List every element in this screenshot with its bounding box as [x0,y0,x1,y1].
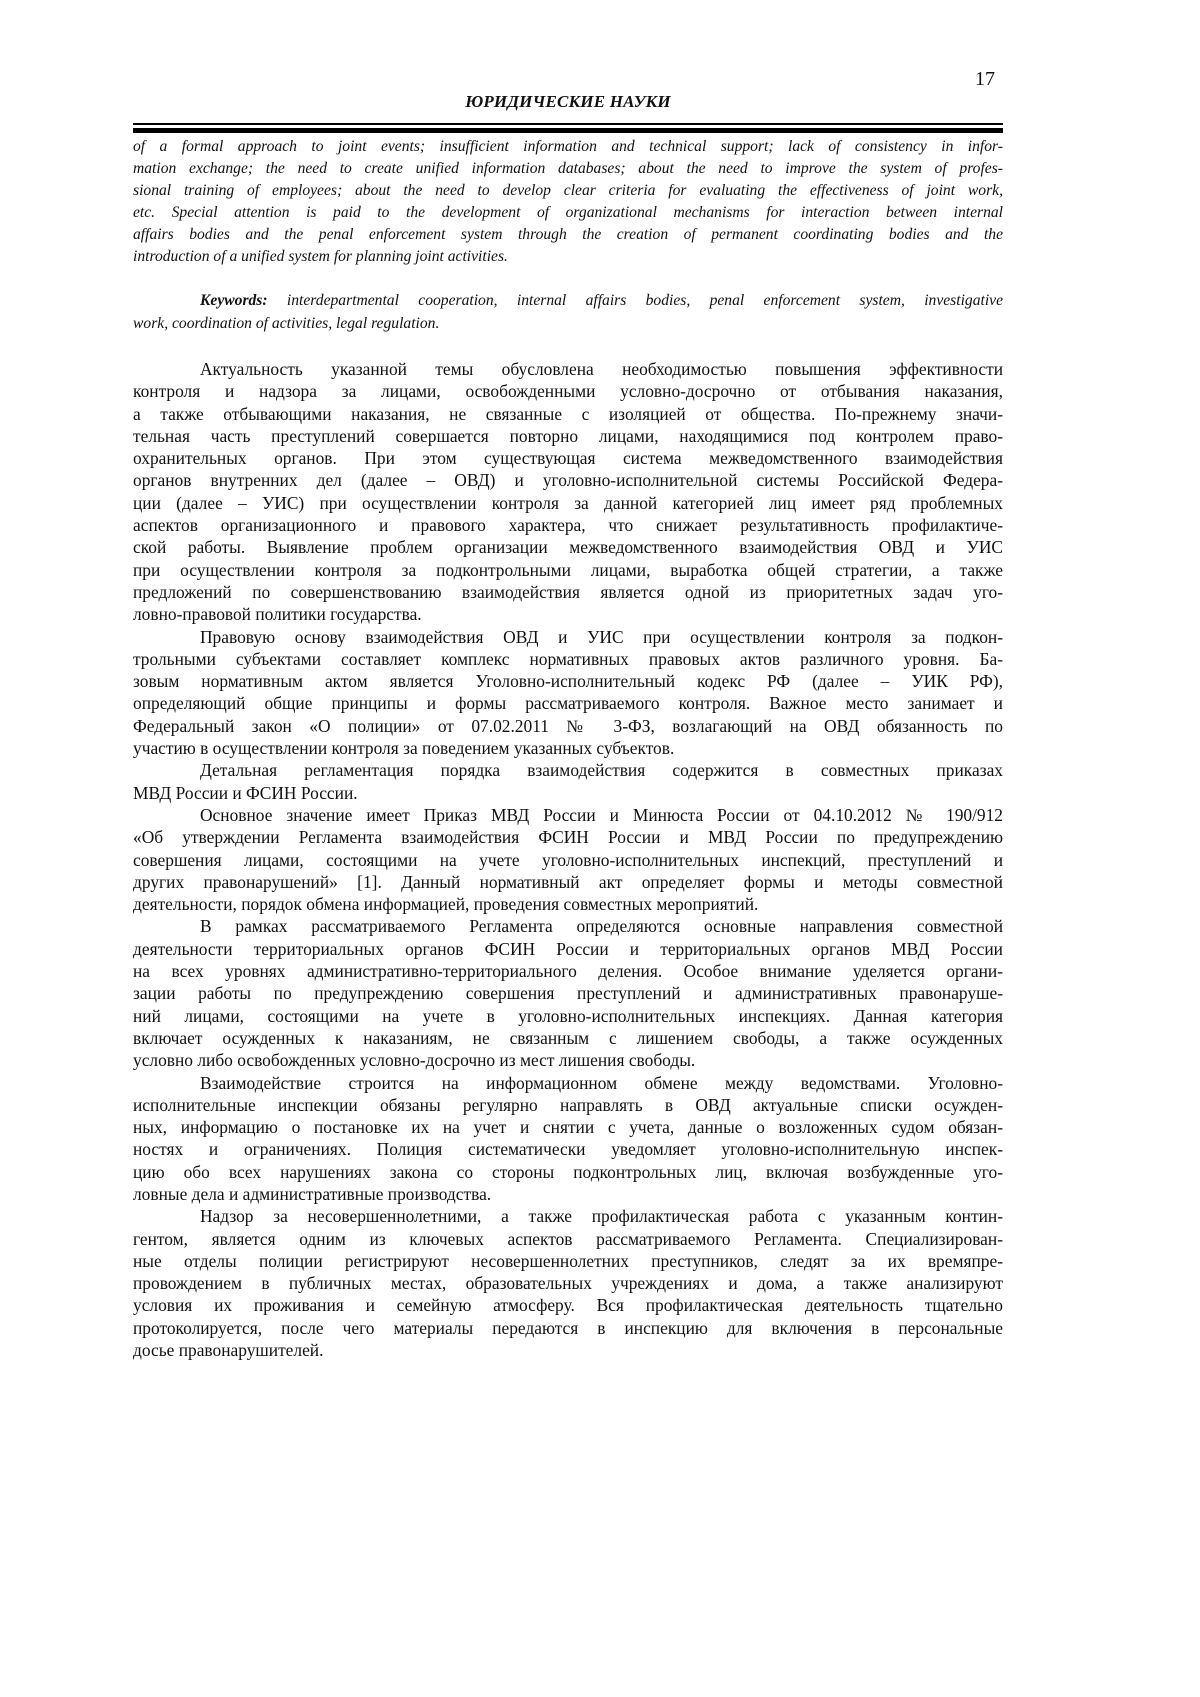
paragraph-line: совершения лицами, состоящими на учете уголовно-исполнительных инспекций, преступлений и [133,849,1003,870]
paragraph-line: условия их проживания и семейную атмосферу. Вся профилактическая деятельность тщательно [133,1295,1003,1316]
paragraph-line: условно либо освобожденных условно-досрочно из мест лишения свободы. [133,1050,696,1071]
paragraph-line: аспектов организационного и правового характера, что снижает результативность профилактиче- [133,515,1003,536]
paragraph-line: участию в осуществлении контроля за поведением указанных субъектов. [133,738,675,759]
abstract-line: affairs bodies and the penal enforcement system through the creation of permanent coordinating bodies and the [133,226,1003,243]
abstract-line: of a formal approach to joint events; insufficient information and technical support; lack of consistency in infor- [133,138,1003,155]
paragraph [133,759,1003,804]
paragraph-line: гентом, является одним из ключевых аспектов рассматриваемого Регламента. Специализирован- [133,1228,1003,1249]
paragraph-line: ской работы. Выявление проблем организации межведомственного взаимодействия ОВД и УИС [133,537,1003,558]
paragraph-line: Федеральный закон «О полиции» от 07.02.2011 № 3-ФЗ, возлагающий на ОВД обязанность по [133,715,1003,736]
paragraph-line: деятельности, порядок обмена информацией, проведения совместных мероприятий. [133,894,759,915]
paragraph-line: Взаимодействие строится на информационном обмене между ведомствами. Уголовно- [200,1072,1003,1093]
header-rule-thin [133,123,1003,125]
paragraph [133,1205,1003,1361]
abstract-english [133,136,1003,268]
paragraph-line: ных, информацию о постановке их на учет и снятии с учета, данные о возложенных судом обязан- [133,1117,1003,1138]
paragraph-line: досье правонарушителей. [133,1340,324,1361]
paragraph-line: ловно-правовой политики государства. [133,604,422,625]
running-header-title: ЮРИДИЧЕСКИЕ НАУКИ [465,92,671,111]
abstract-line: etc. Special attention is paid to the development of organizational mechanisms for interaction between internal [133,204,1003,221]
keywords-label: Keywords: [200,292,268,309]
paragraph-line: исполнительные инспекции обязаны регулярно направлять в ОВД актуальные списки осужден- [133,1094,1003,1115]
keywords-line: work, coordination of activities, legal regulation. [133,315,440,332]
paragraph-line: других правонарушений» [1]. Данный нормативный акт определяет формы и методы совместной [133,871,1003,892]
paragraph-line: Правовую основу взаимодействия ОВД и УИС при осуществлении контроля за подкон- [200,626,1003,647]
paragraph-line: ностях и ограничениях. Полиция систематически уведомляет уголовно-исполнительную инспек- [133,1139,1003,1160]
abstract-line: mation exchange; the need to create unified information databases; about the need to improve the system of profes- [133,160,1003,177]
abstract-line: sional training of employees; about the need to develop clear criteria for evaluating the effectiveness of joint work, [133,182,1003,199]
paragraph-line: охранительных органов. При этом существующая система межведомственного взаимодействия [133,448,1003,469]
paragraph [133,915,1003,1071]
paragraph-line: Детальная регламентация порядка взаимодействия содержится в совместных приказах [200,760,1003,781]
keywords-line [133,289,1003,312]
keywords-text: interdepartmental cooperation, internal affairs bodies, penal enforcement system, investigative [267,292,1003,309]
paragraph-line: предложений по совершенствованию взаимодействия является одной из приоритетных задач уго- [133,581,1003,602]
paragraph [133,804,1003,915]
paragraph-line: МВД России и ФСИН России. [133,782,358,803]
paragraph-line: В рамках рассматриваемого Регламента определяются основные направления совместной [200,916,1003,937]
header-rule-thick [133,128,1003,133]
paragraph-line: определяющий общие принципы и формы рассматриваемого контроля. Важное место занимает и [133,693,1003,714]
body-text [133,358,1003,1361]
paragraph-line: тельная часть преступлений совершается повторно лицами, находящимися под контролем право- [133,425,1003,446]
paragraph [133,358,1003,626]
abstract-line: introduction of a unified system for planning joint activities. [133,248,508,265]
keywords-block [133,289,1003,335]
paragraph [133,1072,1003,1206]
paragraph-line: зовым нормативным актом является Уголовно-исполнительный кодекс РФ (далее – УИК РФ), [133,671,1003,692]
paragraph-line: органов внутренних дел (далее – ОВД) и уголовно-исполнительной системы Российской Федера- [133,470,1003,491]
paragraph-line: трольными субъектами составляет комплекс нормативных правовых актов различного уровня. Ба- [133,648,1003,669]
paragraph-line: Надзор за несовершеннолетними, а также профилактическая работа с указанным контин- [200,1206,1003,1227]
paragraph-line: ловные дела и административные производства. [133,1183,492,1204]
page-number: 17 [975,68,995,90]
paragraph-line: провождением в публичных местах, образовательных учреждениях и дома, а также анализируют [133,1273,1003,1294]
paragraph-line: деятельности территориальных органов ФСИН России и территориальных органов МВД России [133,938,1003,959]
paragraph-line: включает осужденных к наказаниям, не связанным с лишением свободы, а также осужденных [133,1027,1003,1048]
paragraph-line: цию обо всех нарушениях закона со стороны подконтрольных лиц, включая возбужденные уго- [133,1161,1003,1182]
paragraph-line: «Об утверждении Регламента взаимодействия ФСИН России и МВД России по предупреждению [133,827,1003,848]
paragraph-line: ний лицами, состоящими на учете в уголовно-исполнительных инспекциях. Данная категория [133,1005,1003,1026]
paragraph-line: ции (далее – УИС) при осуществлении контроля за данной категорией лиц имеет ряд проблемных [133,492,1003,513]
paragraph-line: зации работы по предупреждению совершения преступлений и административных правонаруше- [133,983,1003,1004]
paragraph-line: ные отделы полиции регистрируют несовершеннолетних преступников, следят за их времяпре- [133,1250,1003,1271]
paragraph-line: Основное значение имеет Приказ МВД России и Минюста России от 04.10.2012 № 190/912 [200,804,1003,825]
paragraph-line: при осуществлении контроля за подконтрольными лицами, выработка общей стратегии, а также [133,559,1003,580]
paragraph [133,626,1003,760]
paragraph-line: на всех уровнях административно-территориального деления. Особое внимание уделяется органи- [133,961,1003,982]
paragraph-line: Актуальность указанной темы обусловлена необходимостью повышения эффективности [200,359,1003,379]
paragraph-line: протоколируется, после чего материалы передаются в инспекцию для включения в персональные [133,1317,1003,1338]
paragraph-line: а также отбывающими наказания, не связанные с изоляцией от общества. По-прежнему значи- [133,403,1003,424]
paragraph-line: контроля и надзора за лицами, освобожденными условно-досрочно от отбывания наказания, [133,381,1003,402]
